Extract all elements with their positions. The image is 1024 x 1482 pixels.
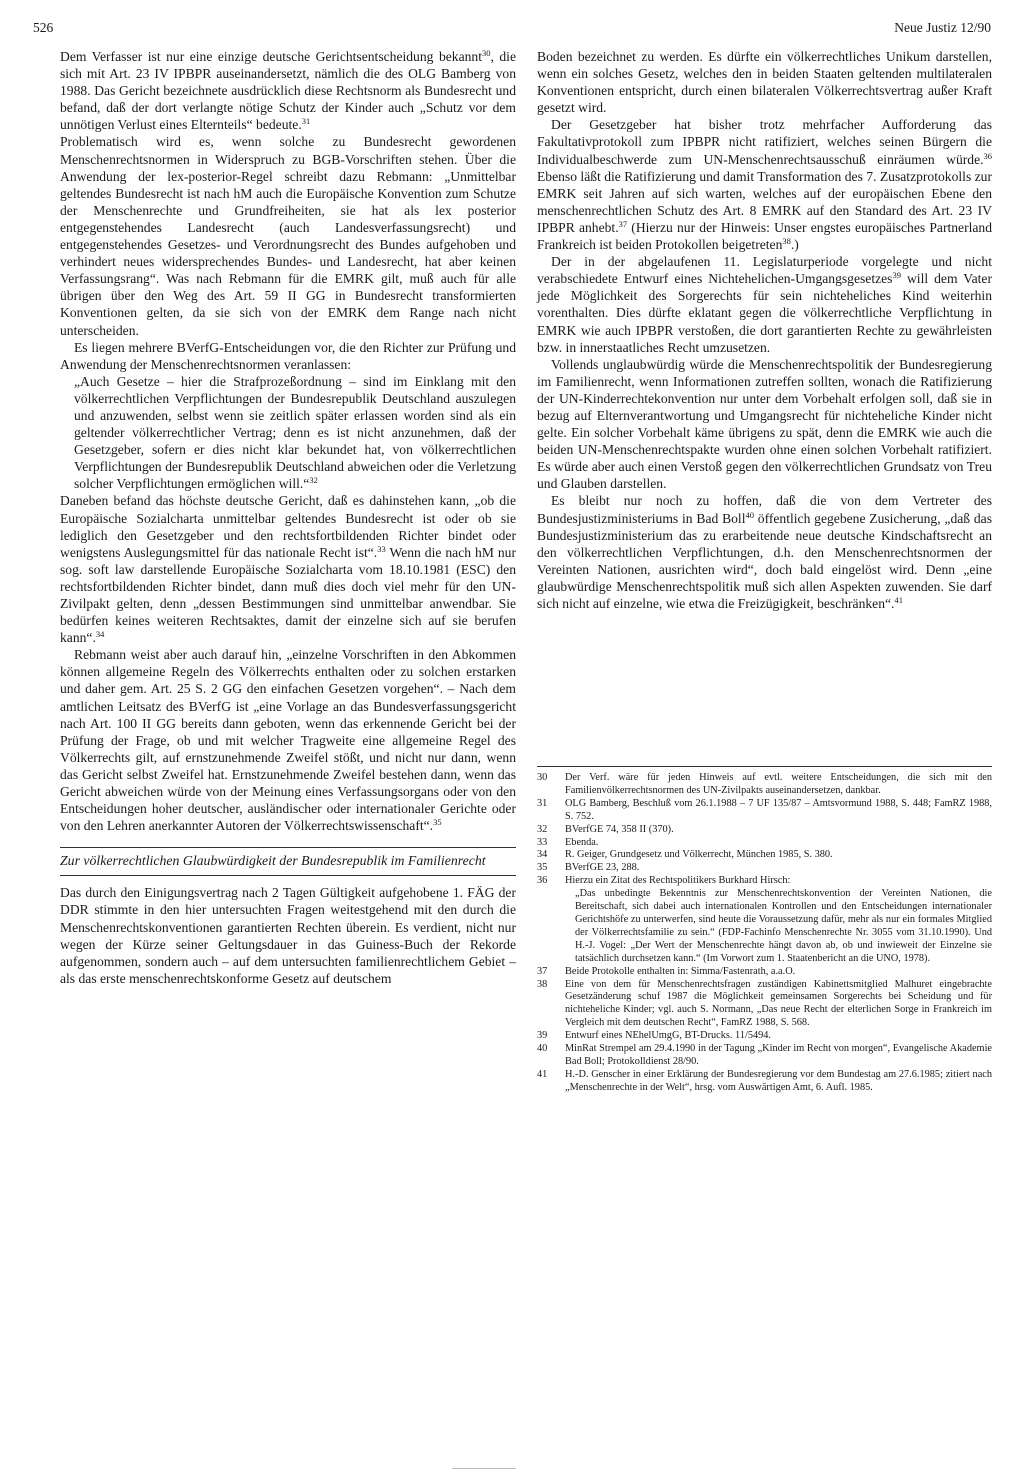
paragraph: Problematisch wird es, wenn solche zu Bundesrecht gewordenen Menschenrechtsnormen in Widerspruch zu BGB-Vorschriften stehen. Über die Anwendung der lex-posterior-Regel schreibt dazu Rebmann: „Unmittelbar geltendes Bundesrecht ist nach hM auch die Europäische Konvention zum Schutze der Menschenrechte und Grundfreiheiten, sie hat als lex posterior entgegenstehendes Landesrecht (auch Landesverfassungsrecht) und entgegenstehendes Gesetzes- und Verordnungsrecht des Bundes aufgehoben und verhindert neues widersprechendes Bundes- und Landesrecht, hat aber keinen Verfassungsrang“. Was nach Rebmann für die EMRK gilt, muß auch für alle übrigen über den Weg des Art. 59 II GG in Bundesrecht transformierten Konventionen gelten, da sie sich von der EMRK dem Range nach nicht unterscheiden.	[60, 134, 516, 338]
paragraph: Der Gesetzgeber hat bisher trotz mehrfacher Aufforderung das Fakultativprotokoll zum IPBPR nicht ratifiziert, welches seinen Bürgern die Individualbeschwerde zum UN-Menschenrechtsausschuß einräumen würde.$^{36}$ Ebenso läßt die Ratifizierung und damit Transformation des 7. Zusatzprotokolls zur EMRK seit Jahren auf sich warten, welches auf der europäischen Ebene den menschenrechtlichen Schutz des Art. 8 EMRK auf den Standard des Art. 23 IV IPBPR anhebt.$^{37}$ (Hierzu nur der Hinweis: Unser engstes europäisches Partnerland Frankreich ist beiden Protokollen beigetreten$^{38}$.)	[537, 117, 993, 253]
footnote-ref[interactable]: 38	[782, 236, 791, 247]
footnote-35	[537, 862, 992, 875]
section-heading: Zur völkerrechtlichen Glaubwürdigkeit der Bundesrepublik im Familienrecht	[60, 847, 516, 876]
block-quote: „Auch Gesetze – hier die Strafprozeßordnung – sind im Einklang mit den völkerrechtlichen Verpflichtungen der Bundesrepublik Deutschland auszulegen und anzuwenden, selbst wenn sie zeitlich später erlassen worden sind als ein geltender völkerrechtlicher Vertrag; denn es ist nicht anzunehmen, daß der Gesetzgeber, sofern er dies nicht klar bekundet hat, von völkerrechtlichen Verpflichtungen der Bundesrepublik Deutschland abweichen oder die Verletzung solcher Verpflichtungen ermöglichen will.“$^{32}$	[74, 373, 516, 492]
paragraph: Rebmann weist aber auch darauf hin, „einzelne Vorschriften in den Abkommen können allgemeine Regeln des Völkerrechts enthalten oder zu solchen erstarken und daher gem. Art. 25 S. 2 GG den einfachen Gesetzen vorgehen“. – Nach dem amtlichen Leitsatz des BVerfG ist „eine Vorlage an das Bundesverfassungsgericht nach Art. 100 II GG bereits dann geboten, wenn das erkennende Gericht bei der Prüfung der Frage, ob und mit welcher Tragweite eine allgemeine Regel des Völkerrechts gilt, auf ernstzunehmende Zweifel stößt, und nicht nur dann, wenn das Gericht selbst Zweifel hat. Ernstzunehmende Zweifel bestehen dann, wenn das Gericht abweichen würde von der Meinung eines Verfassungsorgans oder von den Entscheidungen hoher deutscher, ausländischer oder internationaler Gerichte oder von den Lehren anerkannter Autoren der Völkerrechtswissenschaft“.$^{35}$	[60, 647, 516, 834]
footnote-text: Beide Protokolle enthalten in: Simma/Fastenrath, a.a.O.	[565, 965, 796, 977]
footnote-text: BVerfGE 74, 358 II (370).	[565, 823, 674, 835]
footnote-ref[interactable]: 39	[892, 270, 901, 281]
footnote-30	[537, 772, 992, 798]
footnote-text: H.-D. Genscher in einer Erklärung der Bundesregierung vor dem Bundestag am 27.6.1985; zitiert nach „Menschenrechte in der Welt“, hrsg. vom Auswärtigen Amt, 6. Aufl. 1985.	[565, 1068, 992, 1093]
footnote-ref[interactable]: 40	[745, 509, 754, 520]
footnote-ref[interactable]: 37	[618, 218, 628, 229]
footnote-ref[interactable]: 41	[894, 595, 903, 605]
footnote-37	[537, 966, 992, 979]
left-column	[60, 48, 516, 987]
footnote-31	[537, 798, 992, 824]
footnote-number: 37	[537, 965, 548, 977]
footnote-text: Ebenda.	[565, 836, 599, 848]
footnote-41	[537, 1069, 992, 1095]
paragraph: Daneben befand das höchste deutsche Gericht, daß es dahinstehen kann, „ob die Europäische Sozialcharta unmittelbar geltendes Bundesrecht ist oder ob sie lediglich den Gesetzgeber und den rechtsfortbildenden Richter bindet oder wenigstens Auslegungsmittel für das nationale Recht ist“.$^{33}$ Wenn die nach hM nur sog. soft law darstellende Europäische Sozialcharta vom 18.10.1981 (ESC) den rechtsfortbildenden Richter bindet, dann muß dies doch viel mehr für den UN-Zivilpakt gelten, denn „dessen Bestimmungen sind unmittelbar anwendbar. Sie bedürfen keines weiteren Rechtsaktes, damit der einzelne sich auf sie berufen kann“.$^{34}$	[60, 493, 517, 646]
footnote-number: 36	[537, 875, 548, 887]
footnote-number: 33	[537, 836, 548, 848]
paragraph: Vollends unglaubwürdig würde die Menschenrechtspolitik der Bundesregierung im Familienrecht, wenn Informationen zutreffen sollten, wonach die Ratifizierung der UN-Kinderrechtekonvention nur unter dem Vorbehalt erfolgen soll, daß sie in bezug auf Elternverantwortung und Umgangsrecht für nichteheliche Kinder nicht gelte. Ein solcher Vorbehalt käme übrigens zu spät, denn die EMRK wie auch die beiden UN-Menschenrechtspakte wurden ohne einen solchen Vorbehalt ratifiziert. Es würde aber auch einen Verstoß gegen den völkerrechtlichen Grundsatz von Treu und Glauben darstellen.	[537, 356, 992, 492]
paragraph: Das durch den Einigungsvertrag nach 2 Tagen Gültigkeit aufgehobene 1. FÄG der DDR stimmte in den hier untersuchten Fragen weitestgehend mit den durch die Menschenrechtskonventionen garantierten Rechten überein. Es verdient, nicht nur wegen der Kürze seiner Geltungsdauer in das Guiness-Buch der Rekorde aufgenommen, sondern auch – auf dem untersuchten familienrechtlichem Gebiet – als das erste menschenrechtskonforme Gesetz auf deutschem	[60, 885, 516, 986]
footnote-number: 38	[537, 978, 548, 990]
footnote-number: 39	[537, 1030, 548, 1042]
footnote-ref[interactable]: 32	[309, 475, 318, 486]
footnote-text: Der Verf. wäre für jeden Hinweis auf evtl. weitere Entscheidungen, die sich mit den Familienvölkerrechtsnormen des UN-Zivilpakts auseinandersetzen, dankbar.	[565, 772, 992, 796]
paragraph: Boden bezeichnet zu werden. Es dürfte ein völkerrechtliches Unikum darstellen, wenn ein solches Gesetz, welches den in beiden Staaten geltenden multilateralen Konventionen entspricht, durch einen bilateralen Völkerrechtsvertrag außer Kraft gesetzt wird.	[537, 49, 992, 116]
footnote-text: Entwurf eines NEhelUmgG, BT-Drucks. 11/5494.	[565, 1030, 772, 1042]
footnote-34	[537, 849, 992, 862]
paragraph: Der in der abgelaufenen 11. Legislaturperiode vorgelegte und nicht verabschiedete Entwurf eines Nichtehelichen-Umgangsgesetzes$^{39}$ will dem Vater jede Möglichkeit des Sorgerechts für sein nichteheliches Kind weiterhin vorenthalten. Dies dürfte eklatant gegen die völkerrechtliche Verpflichtung in EMRK wie auch IPBPR verstoßen, die dort garantierten Rechte zu gewährleisten bzw. in innerstaatliches Recht umzusetzen.	[537, 254, 992, 355]
paragraph: Dem Verfasser ist nur eine einzige deutsche Gerichtsentscheidung bekannt$^{30}$, die sich mit Art. 23 IV IPBPR auseinandersetzt, nämlich die des OLG Bamberg von 1988. Das Gericht bezeichnete ausdrücklich diese Rechtsnorm als Bundesrecht und befand, daß der dort verlangte nötige Schutz der Kinder auch „Schutz vor dem unnötigen Verlust eines Elternteils“ bedeute.$^{31}$	[60, 48, 516, 133]
footnote-number: 34	[537, 849, 548, 861]
footnote-39	[537, 1030, 992, 1043]
footnote-ref[interactable]: 34	[95, 629, 105, 640]
footnote-ref[interactable]: 35	[433, 817, 442, 828]
footnote-text: BVerfGE 23, 288.	[565, 862, 640, 874]
footnote-text: OLG Bamberg, Beschluß vom 26.1.1988 – 7 UF 135/87 – Amtsvormund 1988, S. 448; FamRZ 1988, S. 752.	[565, 797, 992, 822]
footnote-text: Hierzu ein Zitat des Rechtspolitikers Burkhard Hirsch:	[565, 875, 791, 887]
footnote-33	[537, 837, 992, 850]
footnote-text: MinRat Strempel am 29.4.1990 in der Tagung „Kinder im Recht von morgen“, Evangelische Akademie Bad Boll; Protokolldienst 28/90.	[565, 1043, 992, 1067]
footnote-text: R. Geiger, Grundgesetz und Völkerrecht, München 1985, S. 380.	[565, 849, 833, 861]
footnote-quote: „Das unbedingte Bekenntnis zur Menschenrechtskonvention der Vereinten Nationen, die Bereitschaft, sich dabei auch internationalen Kontrollen und den Entscheidungen internationaler Gerichtshöfe zu unterwerfen, sind heute die Voraussetzung dafür, mehr als nur ein formales Mitglied der Völkerrechtsfamilie zu sein.“ (FDP-Fachinfo Menschenrechte Nr. 3055 vom 31.10.1990). Und H.-J. Vogel: „Der Wert der Menschenrechte hängt davon ab, ob und inwieweit der Einzelne sie tatsächlich durchsetzen kann.“ (Im Vorwort zum 1. Staatenbericht an die UNO, 1978).	[575, 888, 992, 964]
footnote-ref[interactable]: 33	[377, 543, 386, 554]
footnote-number: 41	[537, 1068, 548, 1080]
footnote-text: Eine von dem für Menschenrechtsfragen zuständigen Kabinettsmitglied Malhuret eingebrachte Gesetzänderung schuf 1987 die Möglichkeit gemeinsamen Sorgerechts bei Scheidung und für nichteheliche Kinder; vgl. auch S. Normann, „Das neue Recht der elterlichen Sorge in Frankreich im Vergleich mit dem deutschen Recht“, FamRZ 1988, S. 568.	[565, 978, 992, 1029]
paragraph: Es liegen mehrere BVerfG-Entscheidungen vor, die den Richter zur Prüfung und Anwendung der Menschenrechtsnormen veranlassen:	[60, 339, 516, 372]
paragraph: Es bleibt nur noch zu hoffen, daß die von dem Vertreter des Bundesjustizministeriums in Bad Boll$^{40}$ öffentlich gegebene Zusicherung, „daß das Bundesjustizministerium das zu erarbeitende neue deutsche Kindschaftsrecht an den völkerrechtlichen Verpflichtungen, d.h. den Menschenrechtsnormen der Vereinten Nationen, ausrichten wird“, doch bald eingelöst wird. Denn „eine glaubwürdige Menschenrechtspolitik muß sich allen Aspekten zuwenden. Sie darf sich nicht auf einzelne, wie etwa die Freizügigkeit, beschränken“.$^{41}$	[537, 493, 992, 611]
footnote-40	[537, 1043, 992, 1069]
footnote-36	[537, 875, 992, 965]
footnotes	[537, 766, 992, 1095]
divider	[452, 1468, 516, 1469]
footnote-number: 32	[537, 823, 548, 835]
footnote-number: 40	[537, 1043, 548, 1055]
page-header	[33, 20, 991, 40]
page-number: 526	[33, 20, 54, 35]
journal-issue: Neue Justiz 12/90	[894, 20, 991, 35]
footnote-number: 31	[537, 797, 548, 809]
footnote-number: 30	[537, 772, 548, 783]
footnote-ref[interactable]: 30	[481, 48, 491, 58]
footnote-number: 35	[537, 862, 548, 874]
right-column	[537, 48, 992, 612]
footnote-32	[537, 824, 992, 837]
footnote-ref[interactable]: 36	[983, 150, 992, 161]
footnote-38	[537, 979, 992, 1031]
footnote-ref[interactable]: 31	[301, 116, 311, 127]
